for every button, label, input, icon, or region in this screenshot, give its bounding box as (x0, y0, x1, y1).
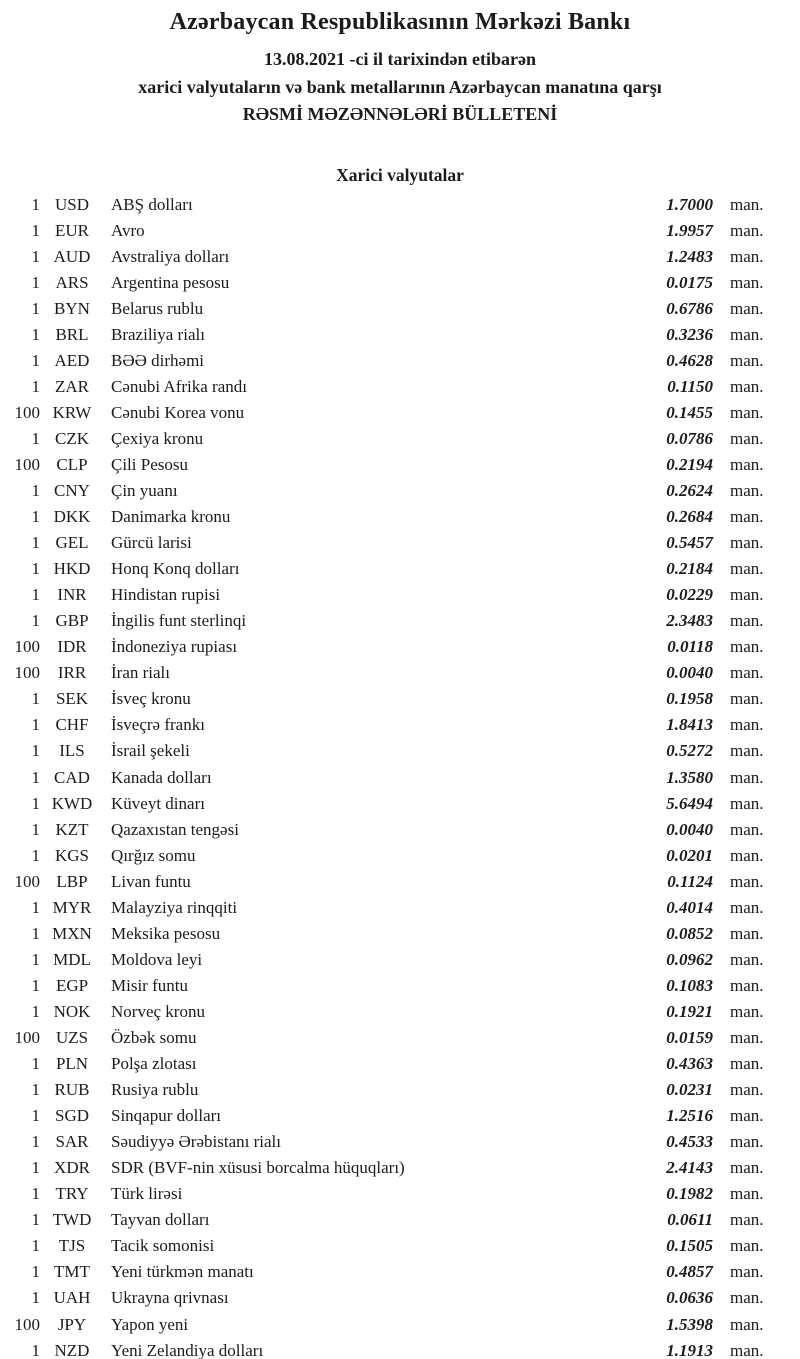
table-row (0, 843, 773, 869)
table-row (0, 400, 773, 426)
currency-code: CHF (55, 715, 89, 735)
currency-name: Belarus rublu (111, 298, 204, 318)
table-row (0, 973, 773, 999)
currency-code: RUB (54, 1080, 90, 1100)
quantity: 100 (14, 663, 40, 683)
rate-value: 0.0159 (666, 1028, 713, 1047)
currency-code: KGS (54, 845, 89, 865)
table-row (0, 1181, 773, 1207)
rate-value: 1.1913 (666, 1340, 713, 1359)
currency-name: İsveç kronu (111, 689, 191, 709)
unit-label: man. (730, 246, 764, 266)
currency-name: İngilis funt sterlinqi (111, 611, 247, 631)
table-row (0, 270, 773, 296)
currency-name: ABŞ dolları (111, 194, 193, 214)
currency-code: CZK (55, 428, 89, 448)
quantity: 1 (31, 611, 40, 631)
rate-value: 1.2483 (666, 246, 713, 266)
unit-label: man. (730, 194, 764, 214)
bank-title: Azərbaycan Respublikasının Mərkəzi Bankı (169, 9, 631, 35)
unit-label: man. (730, 871, 764, 891)
rate-value: 0.3236 (666, 324, 713, 344)
quantity: 1 (31, 1340, 40, 1359)
section-title-foreign-currencies: Xarici valyutalar (336, 164, 464, 185)
quantity: 1 (31, 507, 40, 527)
currency-name: Küveyt dinarı (111, 793, 205, 813)
quantity: 1 (31, 1184, 40, 1204)
currency-name: İsveçrə frankı (111, 715, 205, 735)
table-row (0, 660, 773, 686)
rate-value: 0.5457 (666, 533, 713, 553)
currency-name: Misir funtu (111, 975, 188, 995)
rate-value: 2.3483 (666, 611, 713, 631)
table-row (0, 1338, 773, 1359)
unit-label: man. (730, 402, 764, 422)
rate-value: 0.0040 (666, 819, 713, 839)
rate-value: 1.7000 (666, 194, 713, 214)
rate-value: 0.1982 (666, 1184, 713, 1204)
table-row (0, 765, 773, 791)
quantity: 1 (31, 324, 40, 344)
currency-code: AED (54, 350, 90, 370)
currency-code: CNY (54, 481, 90, 501)
unit-label: man. (730, 1210, 764, 1230)
rate-value: 0.4857 (666, 1262, 713, 1282)
unit-label: man. (730, 923, 764, 943)
currency-name: İndoneziya rupiası (111, 637, 238, 657)
rate-value: 0.0201 (666, 845, 713, 865)
currency-code: SGD (54, 1106, 89, 1126)
quantity: 1 (31, 689, 40, 709)
currency-name: İran rialı (111, 663, 170, 683)
currency-name: Yeni Zelandiya dolları (111, 1340, 264, 1359)
currency-name: Braziliya rialı (111, 324, 205, 344)
table-row (0, 791, 773, 817)
rate-value: 0.0636 (666, 1288, 713, 1308)
unit-label: man. (730, 1158, 764, 1178)
currency-name: Meksika pesosu (111, 923, 221, 943)
table-row (0, 1312, 773, 1338)
quantity: 1 (31, 897, 40, 917)
currency-code: ZAR (55, 376, 89, 396)
unit-label: man. (730, 559, 764, 579)
rate-value: 0.0852 (666, 923, 713, 943)
currency-name: Argentina pesosu (111, 272, 230, 292)
table-row (0, 1077, 773, 1103)
currency-name: Çili Pesosu (111, 454, 188, 474)
currency-code: CAD (54, 767, 90, 787)
rate-value: 0.2194 (666, 454, 713, 474)
quantity: 1 (31, 1001, 40, 1021)
header-sub-lines (0, 46, 800, 129)
currency-name: Sinqapur dolları (111, 1106, 222, 1126)
quantity: 100 (14, 637, 40, 657)
rate-value: 0.2684 (666, 507, 713, 527)
currency-code: IDR (57, 637, 87, 657)
rate-value: 1.2516 (666, 1106, 713, 1126)
rate-value: 0.2184 (666, 559, 713, 579)
currency-code: KWD (51, 793, 93, 813)
currency-name: Cənubi Afrika randı (111, 376, 247, 396)
rate-value: 0.4533 (666, 1132, 713, 1152)
currency-name: Hindistan rupisi (111, 585, 221, 605)
unit-label: man. (730, 845, 764, 865)
currency-name: Danimarka kronu (111, 507, 231, 527)
unit-label: man. (730, 819, 764, 839)
currency-code: GEL (55, 533, 89, 553)
unit-label: man. (730, 689, 764, 709)
currency-name: Kanada dolları (111, 767, 212, 787)
subject-line: xarici valyutaların və bank metallarının Azərbaycan manatına qarşı (138, 76, 662, 97)
currency-code: TJS (58, 1236, 86, 1256)
quantity: 1 (31, 272, 40, 292)
rate-value: 0.6786 (666, 298, 713, 318)
effective-date-line: 13.08.2021 -ci il tarixindən etibarən (264, 49, 536, 69)
currency-code: ARS (55, 272, 89, 292)
unit-label: man. (730, 767, 764, 787)
unit-label: man. (730, 1184, 764, 1204)
unit-label: man. (730, 611, 764, 631)
table-row (0, 947, 773, 973)
table-row (0, 1259, 773, 1285)
table-row (0, 686, 773, 712)
currency-code: GBP (55, 611, 89, 631)
table-row (0, 1025, 773, 1051)
currency-code: USD (54, 194, 89, 214)
rate-value: 0.4363 (666, 1054, 713, 1074)
currency-code: MDL (53, 949, 91, 969)
currency-code: SEK (55, 689, 89, 709)
currency-name: Livan funtu (111, 871, 191, 891)
currency-code: SAR (55, 1132, 89, 1152)
rate-value: 0.1958 (666, 689, 713, 709)
quantity: 1 (31, 194, 40, 214)
rate-value: 0.0231 (666, 1080, 713, 1100)
quantity: 1 (31, 376, 40, 396)
quantity: 100 (14, 402, 40, 422)
rate-value: 0.0118 (667, 637, 713, 657)
quantity: 1 (31, 767, 40, 787)
quantity: 1 (31, 559, 40, 579)
table-row (0, 817, 773, 843)
unit-label: man. (730, 585, 764, 605)
rate-value: 0.4628 (666, 350, 713, 370)
table-row (0, 608, 773, 634)
table-row (0, 374, 773, 400)
unit-label: man. (730, 272, 764, 292)
rate-value: 0.0962 (666, 949, 713, 969)
quantity: 1 (31, 533, 40, 553)
table-row (0, 999, 773, 1025)
table-row (0, 244, 773, 270)
unit-label: man. (730, 481, 764, 501)
currency-code: ILS (59, 741, 85, 761)
currency-name: Türk lirəsi (111, 1184, 183, 1204)
unit-label: man. (730, 1236, 764, 1256)
rate-value: 0.1124 (667, 871, 713, 891)
document-header (0, 8, 800, 129)
rate-value: 2.4143 (666, 1158, 713, 1178)
quantity: 1 (31, 975, 40, 995)
currency-name: Gürcü larisi (111, 533, 192, 553)
currency-name: Yapon yeni (111, 1314, 189, 1334)
unit-label: man. (730, 507, 764, 527)
table-row (0, 895, 773, 921)
unit-label: man. (730, 663, 764, 683)
rate-value: 0.0040 (666, 663, 713, 683)
unit-label: man. (730, 220, 764, 240)
unit-label: man. (730, 793, 764, 813)
table-row (0, 1155, 773, 1181)
table-row (0, 348, 773, 374)
quantity: 100 (14, 454, 40, 474)
currency-name: Qazaxıstan tengəsi (111, 819, 239, 839)
unit-label: man. (730, 897, 764, 917)
currency-code: LBP (56, 871, 88, 891)
unit-label: man. (730, 324, 764, 344)
currency-name: Tacik somonisi (111, 1236, 215, 1256)
table-row (0, 192, 773, 218)
rate-value: 0.1083 (666, 975, 713, 995)
rate-value: 0.1150 (667, 376, 713, 396)
unit-label: man. (730, 1028, 764, 1047)
unit-label: man. (730, 741, 764, 761)
quantity: 1 (31, 1236, 40, 1256)
currency-code: AUD (53, 246, 91, 266)
quantity: 1 (31, 1106, 40, 1126)
currency-code: HKD (53, 559, 91, 579)
currency-code: EGP (55, 975, 89, 995)
currency-code: XDR (54, 1158, 90, 1178)
quantity: 1 (31, 350, 40, 370)
quantity: 1 (31, 1132, 40, 1152)
unit-label: man. (730, 1001, 764, 1021)
currency-code: TWD (52, 1210, 92, 1230)
table-row (0, 712, 773, 738)
unit-label: man. (730, 1340, 764, 1359)
currency-name: Çexiya kronu (111, 428, 204, 448)
currency-name: Polşa zlotası (111, 1054, 197, 1074)
rate-value: 0.1455 (666, 402, 713, 422)
currency-code: KZT (55, 819, 89, 839)
quantity: 1 (31, 1262, 40, 1282)
table-row (0, 452, 773, 478)
unit-label: man. (730, 1314, 764, 1334)
table-row (0, 296, 773, 322)
quantity: 1 (31, 793, 40, 813)
rate-value: 1.3580 (666, 767, 713, 787)
table-row (0, 530, 773, 556)
rate-value: 0.0786 (666, 428, 713, 448)
table-row (0, 1285, 773, 1311)
currency-code: UZS (55, 1028, 89, 1047)
currency-code: MYR (52, 897, 92, 917)
currency-name: Səudiyyə Ərəbistanı rialı (111, 1132, 281, 1152)
quantity: 1 (31, 220, 40, 240)
rate-value: 0.5272 (666, 741, 713, 761)
currency-code: EUR (55, 220, 89, 240)
unit-label: man. (730, 637, 764, 657)
rate-value: 0.1921 (666, 1001, 713, 1021)
currency-name: Çin yuanı (111, 481, 178, 501)
rate-value: 1.8413 (666, 715, 713, 735)
currency-code: MXN (52, 923, 92, 943)
currency-name: Malayziya rinqqiti (111, 897, 238, 917)
table-row (0, 322, 773, 348)
quantity: 1 (31, 845, 40, 865)
unit-label: man. (730, 454, 764, 474)
table-row (0, 1233, 773, 1259)
currency-name: Tayvan dolları (111, 1210, 210, 1230)
rate-value: 0.4014 (666, 897, 713, 917)
unit-label: man. (730, 1080, 764, 1100)
rate-value: 0.0229 (666, 585, 713, 605)
unit-label: man. (730, 975, 764, 995)
rate-value: 1.9957 (666, 220, 713, 240)
quantity: 1 (31, 819, 40, 839)
quantity: 1 (31, 1080, 40, 1100)
rate-value: 0.0611 (667, 1210, 713, 1230)
quantity: 1 (31, 585, 40, 605)
quantity: 100 (14, 1028, 40, 1047)
table-row (0, 426, 773, 452)
currency-code: TMT (54, 1262, 90, 1282)
exchange-rates-table (0, 192, 800, 1359)
quantity: 1 (31, 1210, 40, 1230)
currency-name: SDR (BVF-nin xüsusi borcalma hüquqları) (111, 1158, 405, 1178)
currency-code: UAH (53, 1288, 91, 1308)
rate-value: 1.5398 (666, 1314, 713, 1334)
currency-code: CLP (56, 454, 88, 474)
quantity: 1 (31, 715, 40, 735)
unit-label: man. (730, 428, 764, 448)
currency-code: IRR (57, 663, 87, 683)
currency-code: BYN (54, 298, 90, 318)
currency-code: INR (57, 585, 87, 605)
unit-label: man. (730, 350, 764, 370)
quantity: 1 (31, 949, 40, 969)
unit-label: man. (730, 949, 764, 969)
currency-code: KRW (52, 402, 92, 422)
currency-name: Norveç kronu (111, 1001, 205, 1021)
unit-label: man. (730, 1132, 764, 1152)
currency-code: PLN (55, 1054, 89, 1074)
currency-name: Avstraliya dolları (111, 246, 230, 266)
currency-code: JPY (57, 1314, 87, 1334)
table-row (0, 738, 773, 764)
table-row (0, 869, 773, 895)
unit-label: man. (730, 376, 764, 396)
table-row (0, 1103, 773, 1129)
currency-name: İsrail şekeli (111, 741, 190, 761)
currency-name: Cənubi Korea vonu (111, 402, 245, 422)
unit-label: man. (730, 298, 764, 318)
currency-code: BRL (55, 324, 89, 344)
quantity: 100 (14, 1314, 40, 1334)
currency-name: Ukrayna qrivnası (111, 1288, 229, 1308)
rate-value: 0.2624 (666, 481, 713, 501)
bulletin-title: RƏSMİ MƏZƏNNƏLƏRİ BÜLLETENİ (242, 104, 558, 124)
quantity: 1 (31, 1054, 40, 1074)
currency-name: Yeni türkmən manatı (111, 1262, 254, 1282)
quantity: 1 (31, 428, 40, 448)
quantity: 1 (31, 741, 40, 761)
unit-label: man. (730, 1054, 764, 1074)
quantity: 1 (31, 298, 40, 318)
table-row (0, 582, 773, 608)
rate-value: 5.6494 (666, 793, 713, 813)
currency-name: Honq Konq dolları (111, 559, 240, 579)
currency-code: NZD (54, 1340, 90, 1359)
quantity: 1 (31, 923, 40, 943)
quantity: 1 (31, 1288, 40, 1308)
table-row (0, 556, 773, 582)
unit-label: man. (730, 1106, 764, 1126)
unit-label: man. (730, 715, 764, 735)
table-row (0, 634, 773, 660)
currency-code: TRY (55, 1184, 89, 1204)
table-row (0, 1051, 773, 1077)
currency-name: Avro (111, 220, 145, 240)
quantity: 1 (31, 246, 40, 266)
quantity: 1 (31, 481, 40, 501)
table-row (0, 921, 773, 947)
table-row (0, 218, 773, 244)
unit-label: man. (730, 1288, 764, 1308)
table-row (0, 1207, 773, 1233)
unit-label: man. (730, 1262, 764, 1282)
unit-label: man. (730, 533, 764, 553)
quantity: 1 (31, 1158, 40, 1178)
quantity: 100 (14, 871, 40, 891)
currency-name: Rusiya rublu (111, 1080, 199, 1100)
table-row (0, 1129, 773, 1155)
currency-code: DKK (53, 507, 91, 527)
currency-name: Moldova leyi (111, 949, 203, 969)
rate-value: 0.0175 (666, 272, 713, 292)
currency-name: Özbək somu (111, 1028, 197, 1047)
currency-name: Qırğız somu (111, 845, 196, 865)
currency-name: BƏƏ dirhəmi (111, 350, 205, 370)
table-row (0, 504, 773, 530)
rate-value: 0.1505 (666, 1236, 713, 1256)
table-row (0, 478, 773, 504)
currency-code: NOK (53, 1001, 91, 1021)
